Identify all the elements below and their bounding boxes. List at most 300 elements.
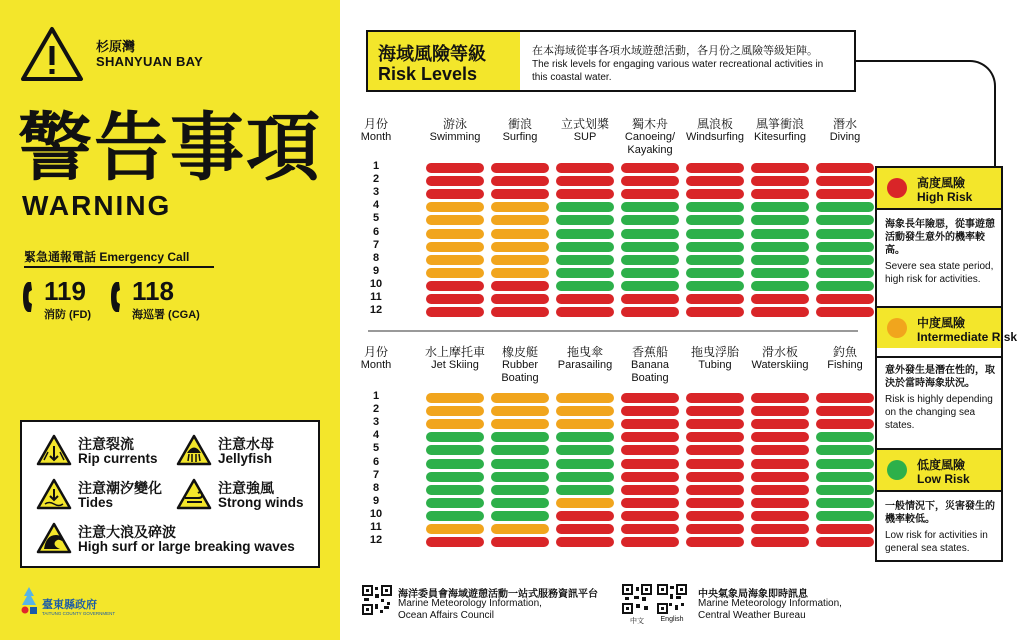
risk-levels-desc-en: The risk levels for engaging various water recreational activities in this coastal water.	[532, 59, 824, 83]
risk-cell	[491, 229, 549, 239]
activity-name-en: Waterskiing	[751, 359, 809, 371]
risk-cell	[621, 189, 679, 199]
month-number: 7	[372, 468, 380, 481]
risk-levels-header	[366, 30, 856, 92]
footer-cwb-en2: Central Weather Bureau	[698, 610, 806, 621]
qr-code-icon[interactable]	[362, 585, 392, 615]
risk-cell	[556, 294, 614, 304]
risk-cell	[491, 268, 549, 278]
risk-cell	[751, 498, 809, 508]
risk-cell	[816, 472, 874, 482]
risk-cell	[556, 537, 614, 547]
risk-cell	[621, 459, 679, 469]
activity-name-en: Rubber Boating	[501, 359, 539, 384]
risk-cell	[751, 176, 809, 186]
risk-cell	[426, 419, 484, 429]
activity-name-en: Jet Skiing	[431, 359, 479, 371]
county-logo-icon	[20, 586, 38, 616]
risk-cell	[751, 189, 809, 199]
notice-label-zh: 注意水母	[218, 436, 274, 452]
risk-cell	[816, 163, 874, 173]
risk-cell	[816, 268, 874, 278]
risk-cell	[491, 472, 549, 482]
month-header-en: Month	[360, 359, 392, 371]
qr-label-en: English	[660, 616, 684, 623]
risk-cell	[556, 215, 614, 225]
risk-cell	[426, 472, 484, 482]
activity-name-zh: 風箏衝浪	[755, 117, 804, 131]
month-header-zh: 月份	[363, 345, 388, 359]
activity-name-zh: 香蕉船	[631, 345, 668, 359]
risk-cell	[621, 268, 679, 278]
month-number: 12	[369, 304, 383, 317]
month-number: 11	[370, 521, 382, 533]
month-number: 6	[372, 225, 380, 238]
risk-cell	[816, 176, 874, 186]
risk-cell	[751, 485, 809, 495]
risk-cell	[426, 294, 484, 304]
risk-cell	[686, 432, 744, 442]
legend-label-en: High Risk	[917, 190, 973, 204]
activity-name-zh: 潛水	[832, 117, 857, 131]
qr-code-zh-icon[interactable]	[622, 584, 652, 614]
month-number: 7	[372, 238, 380, 251]
risk-cell	[556, 432, 614, 442]
activity-name-zh: 游泳	[442, 117, 467, 131]
activity-name-zh: 拖曳浮胎	[690, 345, 739, 359]
risk-cell	[621, 229, 679, 239]
month-column-header	[356, 346, 396, 372]
risk-cell	[556, 485, 614, 495]
footer-oac-en1: Marine Meteorology Information,	[398, 598, 542, 609]
legend-desc-zh: 意外發生是潛在性的，取決於當時海象狀況。	[885, 365, 995, 389]
risk-cell	[491, 242, 549, 252]
risk-cell	[621, 498, 679, 508]
risk-levels-title-zh: 海域風險等級	[378, 44, 486, 64]
risk-cell	[621, 255, 679, 265]
activity-name-en: Windsurfing	[685, 131, 745, 143]
risk-cell	[426, 255, 484, 265]
risk-cell	[556, 255, 614, 265]
risk-cell	[686, 189, 744, 199]
month-number: 4	[372, 199, 380, 212]
risk-cell	[426, 202, 484, 212]
notice-label-en: Strong winds	[218, 495, 304, 510]
risk-cell	[686, 307, 744, 317]
risk-cell	[751, 163, 809, 173]
month-number: 10	[369, 277, 383, 290]
risk-cell	[816, 445, 874, 455]
risk-cell	[491, 524, 549, 534]
risk-cell	[426, 406, 484, 416]
notice-label-zh: 注意大浪及碎波	[78, 524, 176, 540]
month-number: 2	[372, 403, 380, 416]
risk-levels-desc-zh: 在本海域從事各項水域遊憩活動，各月份之風險等級矩陣。	[532, 45, 818, 57]
risk-cell	[556, 459, 614, 469]
risk-cell	[751, 459, 809, 469]
month-number: 8	[372, 481, 380, 494]
risk-cell	[751, 524, 809, 534]
risk-cell	[491, 189, 549, 199]
phone-icon	[22, 280, 42, 314]
risk-cell	[556, 419, 614, 429]
risk-cell	[686, 281, 744, 291]
activity-header	[744, 346, 816, 372]
risk-cell	[816, 215, 874, 225]
legend-label-zh: 中度風險	[917, 316, 966, 330]
divider	[877, 356, 1001, 358]
divider	[877, 208, 1001, 210]
risk-cell	[816, 524, 874, 534]
risk-cell	[816, 498, 874, 508]
legend-intermediate-risk-desc	[885, 364, 999, 432]
legend-low-risk-desc	[885, 500, 999, 555]
risk-cell	[621, 537, 679, 547]
risk-cell	[686, 176, 744, 186]
table-divider	[368, 330, 858, 332]
risk-cell	[686, 393, 744, 403]
risk-cell	[556, 189, 614, 199]
risk-cell	[621, 472, 679, 482]
risk-cell	[816, 393, 874, 403]
risk-cell	[751, 406, 809, 416]
risk-cell	[621, 242, 679, 252]
month-number: 3	[372, 186, 380, 199]
month-number: 9	[372, 494, 380, 507]
risk-cell	[686, 255, 744, 265]
risk-cell	[621, 406, 679, 416]
page-title-zh: 警告事項	[18, 105, 322, 191]
page-title-en: WARNING	[22, 190, 172, 221]
legend-label-zh: 低度風險	[917, 458, 966, 472]
activity-name-en: Canoeing/ Kayaking	[624, 131, 676, 156]
phone-agency: 海巡署 (CGA)	[132, 309, 200, 321]
low-risk-dot-icon	[887, 460, 907, 480]
risk-cell	[556, 472, 614, 482]
risk-cell	[621, 215, 679, 225]
activity-name-zh: 橡皮艇	[501, 345, 538, 359]
activity-header	[679, 346, 751, 372]
risk-cell	[686, 498, 744, 508]
risk-cell	[556, 176, 614, 186]
risk-cell	[556, 393, 614, 403]
activity-name-en: Swimming	[429, 131, 481, 143]
risk-cell	[751, 268, 809, 278]
risk-cell	[426, 393, 484, 403]
activity-name-zh: 釣魚	[832, 345, 857, 359]
activity-header	[744, 118, 816, 144]
risk-cell	[426, 268, 484, 278]
month-number: 8	[372, 251, 380, 264]
risk-cell	[816, 307, 874, 317]
risk-cell	[816, 459, 874, 469]
risk-cell	[426, 432, 484, 442]
risk-cell	[686, 202, 744, 212]
risk-cell	[686, 511, 744, 521]
risk-cell	[816, 419, 874, 429]
risk-cell	[426, 459, 484, 469]
risk-cell	[491, 294, 549, 304]
risk-cell	[556, 229, 614, 239]
risk-cell	[816, 406, 874, 416]
risk-cell	[556, 498, 614, 508]
notice-label-zh: 注意強風	[218, 480, 274, 496]
risk-cell	[426, 229, 484, 239]
risk-cell	[621, 524, 679, 534]
risk-cell	[426, 307, 484, 317]
footer-oac-title: 海洋委員會海域遊憩活動一站式服務資訊平台	[398, 589, 598, 600]
intermediate-risk-dot-icon	[887, 318, 907, 338]
risk-cell	[816, 511, 874, 521]
risk-cell	[556, 163, 614, 173]
risk-cell	[621, 393, 679, 403]
activity-header	[419, 118, 491, 144]
month-number: 1	[372, 160, 380, 172]
activity-name-en: Kitesurfing	[754, 131, 806, 143]
risk-cell	[426, 242, 484, 252]
risk-cell	[426, 281, 484, 291]
risk-cell	[491, 176, 549, 186]
risk-cell	[816, 229, 874, 239]
activity-header	[809, 118, 881, 144]
risk-cell	[751, 472, 809, 482]
risk-cell	[751, 255, 809, 265]
risk-cell	[621, 445, 679, 455]
activity-name-zh: 風浪板	[696, 117, 733, 131]
risk-cell	[686, 294, 744, 304]
risk-cell	[491, 307, 549, 317]
legend-intermediate-risk	[877, 308, 1018, 348]
risk-cell	[556, 524, 614, 534]
risk-cell	[621, 511, 679, 521]
activity-name-en: Tubing	[698, 359, 732, 371]
risk-cell	[426, 445, 484, 455]
risk-cell	[751, 229, 809, 239]
notice-label-en: Rip currents	[78, 451, 158, 466]
month-number: 6	[372, 455, 380, 468]
activity-name-zh: 立式划槳	[560, 117, 609, 131]
legend-label-zh: 高度風險	[917, 176, 966, 190]
activity-name-zh: 衝浪	[507, 117, 532, 131]
legend-low-risk	[877, 450, 1001, 490]
month-number: 2	[372, 173, 380, 186]
activity-name-en: Fishing	[827, 359, 863, 371]
activity-header	[809, 346, 881, 372]
risk-cell	[686, 163, 744, 173]
risk-cell	[491, 393, 549, 403]
risk-cell	[816, 242, 874, 252]
risk-cell	[686, 268, 744, 278]
activity-name-en: Diving	[829, 131, 861, 143]
risk-cell	[491, 498, 549, 508]
phone-number: 118	[132, 276, 174, 306]
activity-header	[679, 118, 751, 144]
legend-desc-en: Severe sea state period, high risk for activities.	[885, 261, 994, 285]
month-number: 11	[370, 291, 382, 303]
footer-cwb-title: 中央氣象局海象即時訊息	[698, 589, 808, 600]
risk-cell	[686, 459, 744, 469]
risk-cell	[686, 215, 744, 225]
risk-cell	[491, 485, 549, 495]
notice-label-en: Jellyfish	[218, 451, 273, 466]
activity-name-en: Parasailing	[557, 359, 613, 371]
location-name-en: SHANYUAN BAY	[96, 54, 204, 69]
activity-name-zh: 拖曳傘	[566, 345, 603, 359]
notice-label-zh: 注意裂流	[78, 436, 134, 452]
risk-cell	[491, 537, 549, 547]
activity-header	[484, 118, 556, 144]
risk-cell	[751, 307, 809, 317]
logo-text-zh: 臺東縣政府	[42, 598, 97, 611]
notice-label-en: High surf or large breaking waves	[78, 539, 295, 554]
risk-cell	[686, 242, 744, 252]
qr-label-zh: 中文	[630, 618, 644, 625]
risk-levels-title-en: Risk Levels	[378, 64, 478, 84]
notice-label-en: Tides	[78, 495, 114, 510]
risk-cell	[556, 268, 614, 278]
activity-name-zh: 水上摩托車	[424, 345, 485, 359]
risk-legend	[875, 166, 1018, 562]
risk-cell	[686, 537, 744, 547]
county-government-logo	[20, 586, 116, 620]
month-number: 12	[369, 534, 383, 547]
emergency-call-label: 緊急通報電話 Emergency Call	[24, 250, 190, 264]
risk-cell	[556, 511, 614, 521]
risk-cell	[686, 445, 744, 455]
risk-cell	[816, 202, 874, 212]
jellyfish-icon	[176, 434, 212, 466]
legend-desc-en: Low risk for activities in general sea states.	[885, 530, 988, 554]
risk-cell	[621, 294, 679, 304]
month-number: 9	[372, 264, 380, 277]
legend-desc-zh: 海象長年險惡，從事遊憩活動發生意外的機率較高。	[885, 219, 995, 256]
divider	[877, 490, 1001, 492]
phone-icon	[110, 280, 130, 314]
warning-panel	[0, 0, 340, 640]
rip-current-icon	[36, 434, 72, 466]
risk-cell	[556, 281, 614, 291]
month-number: 10	[369, 507, 383, 520]
risk-cell	[491, 445, 549, 455]
wave-icon	[36, 522, 72, 554]
location-name-zh: 杉原灣	[96, 39, 136, 54]
risk-cell	[751, 511, 809, 521]
risk-cell	[556, 406, 614, 416]
risk-cell	[621, 202, 679, 212]
footer-cwb-en1: Marine Meteorology Information,	[698, 598, 842, 609]
activity-name-zh: 滑水板	[761, 345, 798, 359]
legend-label-en: Intermediate Risk	[917, 330, 1018, 344]
divider	[24, 266, 214, 268]
risk-cell	[686, 472, 744, 482]
risk-cell	[751, 537, 809, 547]
activity-header	[614, 346, 686, 385]
risk-cell	[816, 255, 874, 265]
activity-header	[549, 346, 621, 372]
activity-name-en: Banana Boating	[631, 359, 669, 384]
month-number: 5	[372, 442, 380, 455]
footer-oac-en2: Ocean Affairs Council	[398, 610, 494, 621]
activity-name-zh: 獨木舟	[631, 117, 668, 131]
risk-levels-title-block	[368, 32, 520, 90]
risk-cell	[556, 445, 614, 455]
risk-cell	[621, 163, 679, 173]
activity-header	[549, 118, 621, 144]
risk-cell	[491, 281, 549, 291]
legend-high-risk	[877, 168, 1001, 208]
risk-cell	[491, 202, 549, 212]
phone-agency: 消防 (FD)	[44, 309, 92, 321]
risk-cell	[751, 242, 809, 252]
hazard-notice-box	[20, 420, 320, 568]
risk-cell	[751, 202, 809, 212]
risk-cell	[816, 432, 874, 442]
risk-cell	[816, 537, 874, 547]
risk-cell	[621, 419, 679, 429]
activity-header	[614, 118, 686, 157]
risk-cell	[491, 511, 549, 521]
risk-cell	[491, 419, 549, 429]
risk-cell	[816, 281, 874, 291]
month-header-zh: 月份	[363, 117, 388, 131]
risk-cell	[686, 229, 744, 239]
risk-cell	[751, 281, 809, 291]
month-header-en: Month	[360, 131, 392, 143]
risk-cell	[426, 215, 484, 225]
risk-cell	[426, 485, 484, 495]
risk-cell	[751, 445, 809, 455]
activity-header	[484, 346, 556, 385]
risk-cell	[491, 432, 549, 442]
qr-code-en-icon[interactable]	[657, 584, 687, 614]
legend-connector-line	[856, 60, 996, 170]
risk-cell	[816, 294, 874, 304]
activity-name-en: SUP	[573, 131, 597, 143]
risk-cell	[491, 406, 549, 416]
risk-cell	[751, 215, 809, 225]
risk-cell	[491, 459, 549, 469]
month-number: 1	[372, 390, 380, 402]
risk-cell	[426, 498, 484, 508]
legend-desc-zh: 一般情況下，災害發生的機率較低。	[885, 501, 995, 525]
risk-cell	[621, 307, 679, 317]
warning-triangle-icon	[20, 26, 84, 82]
month-number: 3	[372, 416, 380, 429]
high-risk-dot-icon	[887, 178, 907, 198]
risk-cell	[751, 393, 809, 403]
notice-label-zh: 注意潮汐變化	[78, 480, 162, 496]
month-number: 5	[372, 212, 380, 225]
risk-cell	[816, 485, 874, 495]
risk-cell	[686, 406, 744, 416]
risk-cell	[621, 176, 679, 186]
risk-cell	[751, 432, 809, 442]
risk-cell	[751, 294, 809, 304]
risk-cell	[686, 524, 744, 534]
risk-cell	[491, 163, 549, 173]
risk-cell	[621, 485, 679, 495]
tide-icon	[36, 478, 72, 510]
month-column-header	[356, 118, 396, 144]
legend-high-risk-desc	[885, 218, 999, 286]
risk-cell	[426, 163, 484, 173]
risk-cell	[686, 419, 744, 429]
risk-cell	[816, 189, 874, 199]
month-number: 4	[372, 429, 380, 442]
risk-cell	[491, 215, 549, 225]
risk-cell	[556, 202, 614, 212]
legend-label-en: Low Risk	[917, 472, 970, 486]
